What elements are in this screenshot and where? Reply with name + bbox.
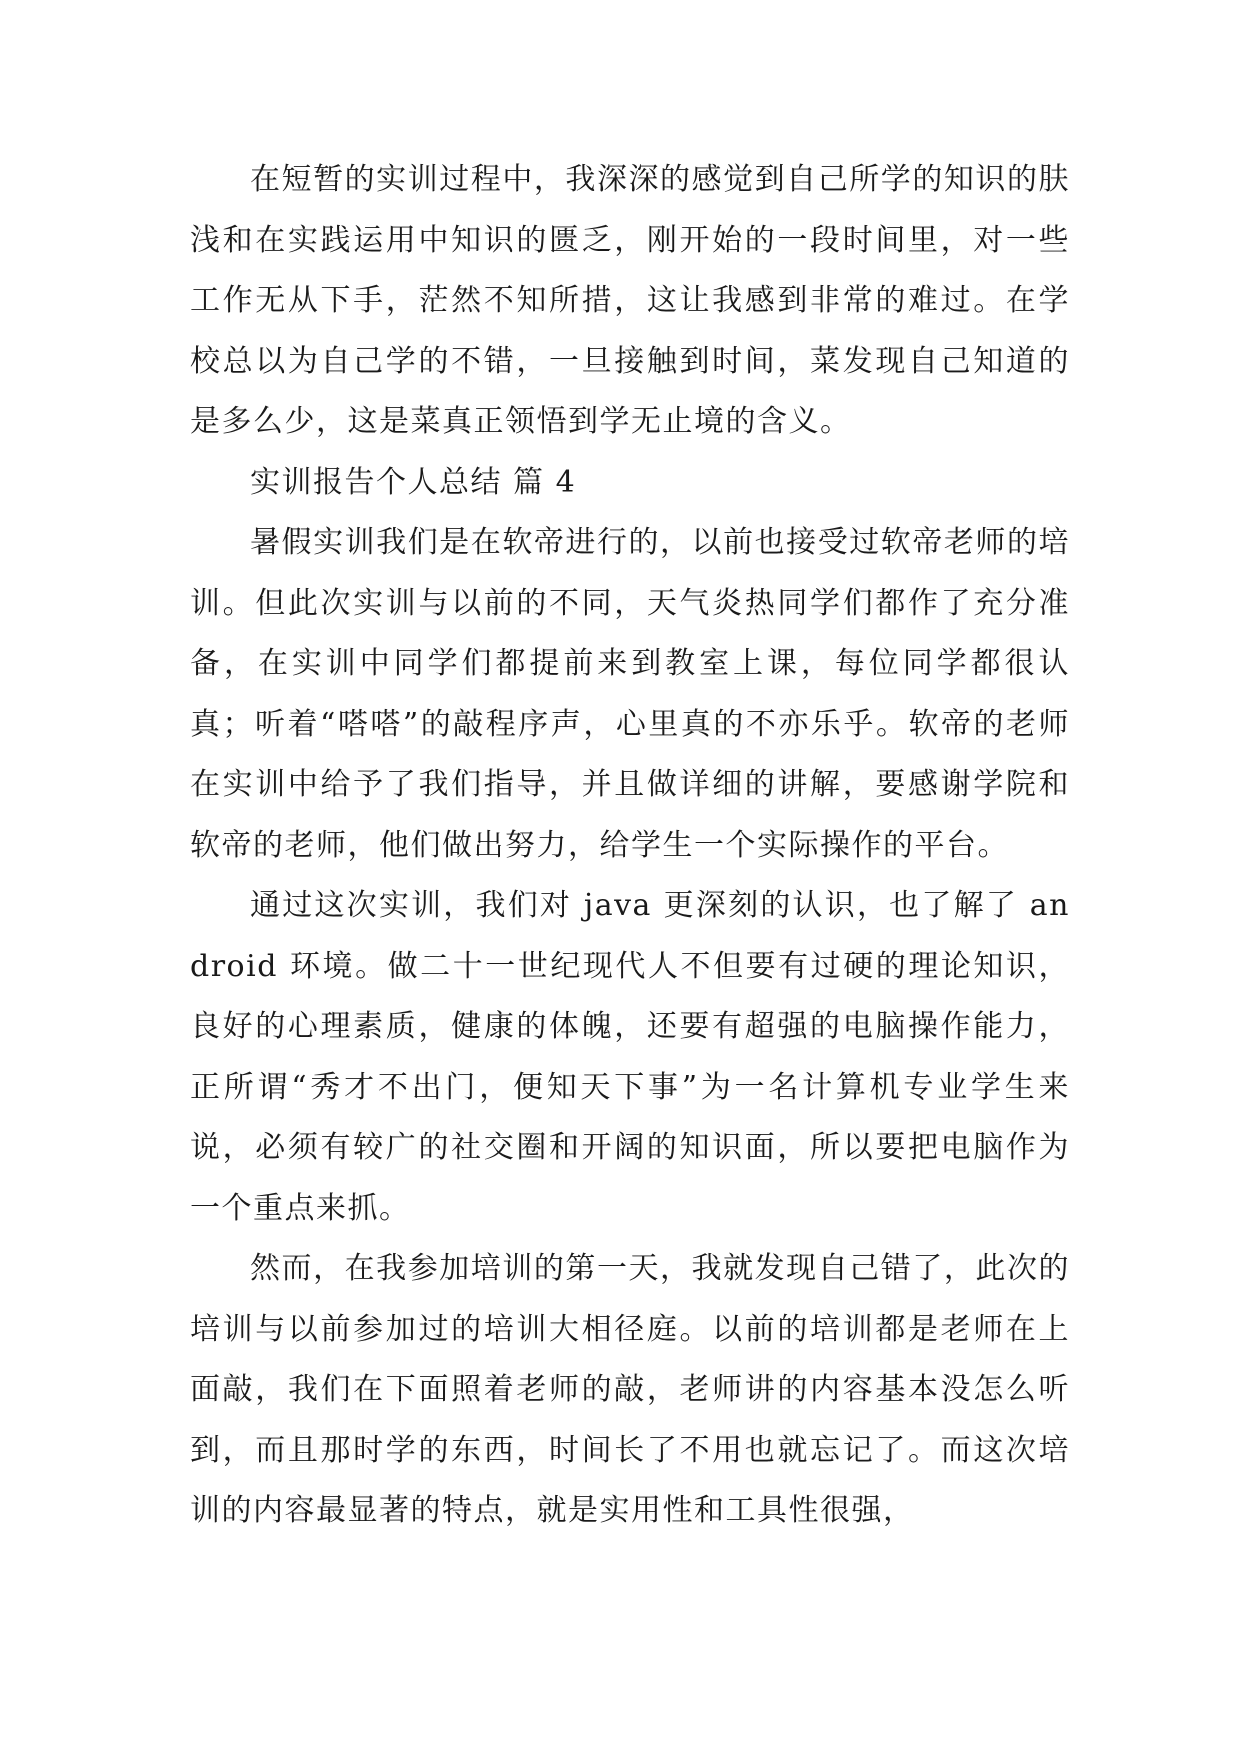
- section-heading: 实训报告个人总结 篇 4: [250, 464, 577, 500]
- paragraph-2: 暑假实训我们是在软帝进行的，以前也接受过软帝老师的培训。但此次实训与以前的不同，天气炎热同学们都作了充分准备，在实训中同学们都提前来到教室上课，每位同学都很认真；听着“嗒嗒”的敲程序声，心里真的不亦乐乎。软帝的老师在实训中给予了我们指导，并且做详细的讲解，要感谢学院和软帝的老师，他们做出努力，给学生一个实际操作的平台。: [190, 525, 1070, 863]
- paragraph-4: 然而，在我参加培训的第一天，我就发现自己错了，此次的培训与以前参加过的培训大相径庭。以前的培训都是老师在上面敲，我们在下面照着老师的敲，老师讲的内容基本没怎么听到，而且那时学的东西，时间长了不用也就忘记了。而这次培训的内容最显著的特点，就是实用性和工具性很强，: [190, 1251, 1070, 1528]
- paragraph-3: 通过这次实训，我们对 java 更深刻的认识，也了解了 android 环境。做二十一世纪现代人不但要有过硬的理论知识，良好的心理素质，健康的体魄，还要有超强的电脑操作能力，正所谓“秀才不出门，便知天下事”为一名计算机专业学生来说，必须有较广的社交圈和开阔的知识面，所以要把电脑作为一个重点来抓。: [190, 888, 1070, 1226]
- paragraph-1: 在短暂的实训过程中，我深深的感觉到自己所学的知识的肤浅和在实践运用中知识的匮乏，刚开始的一段时间里，对一些工作无从下手，茫然不知所措，这让我感到非常的难过。在学校总以为自己学的不错，一旦接触到时间，菜发现自己知道的是多么少，这是菜真正领悟到学无止境的含义。: [190, 162, 1070, 439]
- document-page: [190, 150, 1070, 1542]
